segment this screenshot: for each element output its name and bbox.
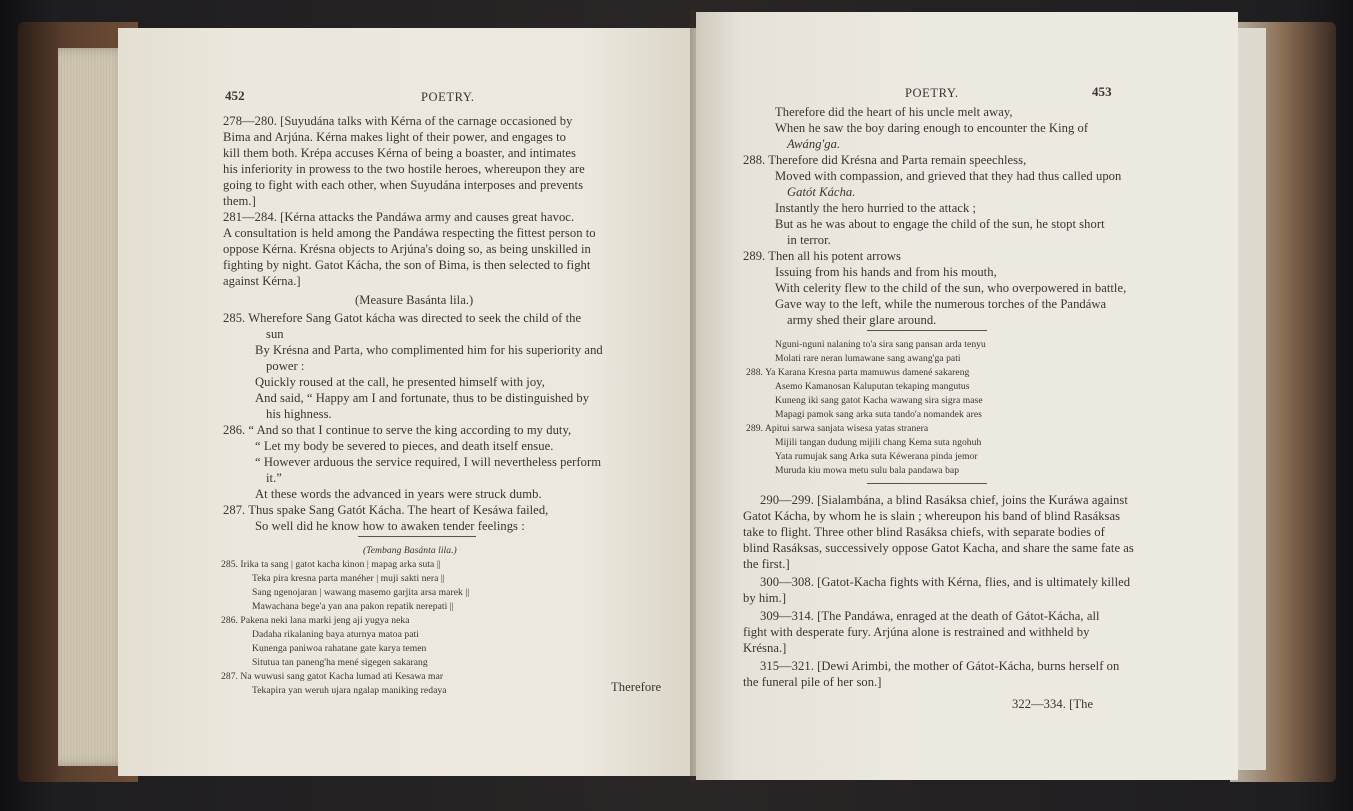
text-line: 286. “ And so that I continue to serve the king according to my duty, bbox=[223, 423, 572, 437]
text-line: 289. Then all his potent arrows bbox=[743, 249, 902, 263]
verse-line: Dadaha rikalaning baya aturnya matoa pati bbox=[252, 629, 419, 640]
summary-line: blind Rasáksas, successively oppose Gatot Kacha, and share the same fate as bbox=[743, 541, 1134, 555]
text-line: 281—284. [Kérna attacks the Pandáwa army and causes great havoc. bbox=[223, 210, 575, 224]
summary-line: 290—299. [Sialambána, a blind Rasáksa chief, joins the Kuráwa against bbox=[760, 493, 1128, 507]
verse-line: Kuneng iki sang gatot Kacha wawang sira sigra mase bbox=[775, 395, 983, 406]
summary-line: take to flight. Three other blind Rasáksa chiefs, with separate bodies of bbox=[743, 525, 1105, 539]
summary-line: 309—314. [The Pandáwa, enraged at the death of Gátot-Kácha, all bbox=[760, 609, 1100, 623]
text-line: So well did he know how to awaken tender feelings : bbox=[255, 519, 525, 533]
page-number: 453 bbox=[1092, 84, 1112, 99]
summary-line: by him.] bbox=[743, 591, 787, 605]
verse-line: Mijili tangan dudung mijili chang Kema suta ngohuh bbox=[775, 437, 982, 448]
verse-line: Nguni-nguni nalaning to'a sira sang pansan arda tenyu bbox=[775, 339, 986, 350]
text-line: them.] bbox=[223, 194, 256, 208]
text-line: A consultation is held among the Pandáwa respecting the fittest person to bbox=[223, 226, 596, 240]
verse-line: 286. Pakena neki lana marki jeng aji yugya neka bbox=[221, 615, 410, 626]
text-line: against Kérna.] bbox=[223, 274, 301, 288]
text-line: At these words the advanced in years were struck dumb. bbox=[255, 487, 542, 501]
text-line: fighting by night. Gatot Kácha, the son of Bima, is then selected to fight bbox=[223, 258, 591, 272]
running-head: POETRY. bbox=[421, 90, 475, 104]
text-line: kill them both. Krépa accuses Kérna of being a boaster, and intimates bbox=[223, 146, 577, 160]
verse-line: Yata rumujak sang Arka suta Kéwerana pinda jemor bbox=[775, 451, 978, 462]
verse-line: Sang ngenojaran | wawang masemo garjita arsa marek || bbox=[252, 587, 470, 598]
text-line: Awáng'ga. bbox=[787, 137, 841, 151]
measure-heading: (Measure Basánta lila.) bbox=[355, 293, 474, 307]
text-line: But as he was about to engage the child of the sun, he stopt short bbox=[775, 217, 1105, 231]
text-line: And said, “ Happy am I and fortunate, thus to be distinguished by bbox=[255, 391, 590, 405]
verse-line: Tekapira yan weruh ujara ngalap maniking redaya bbox=[252, 685, 447, 696]
summary-line: 315—321. [Dewi Arimbi, the mother of Gátot-Kácha, burns herself on bbox=[760, 659, 1120, 673]
text-line: Therefore did the heart of his uncle melt away, bbox=[775, 105, 1013, 119]
text-line: Issuing from his hands and from his mouth, bbox=[775, 265, 997, 279]
verse-line: Molati rare neran lumawane sang awang'ga pati bbox=[775, 353, 961, 364]
summary-line: the first.] bbox=[743, 557, 790, 571]
verse-line: 285. Irika ta sang | gatot kacha kinon | mapag arka suta || bbox=[221, 559, 441, 570]
text-line: “ Let my body be severed to pieces, and death itself ensue. bbox=[255, 439, 554, 453]
text-line: Quickly roused at the call, he presented himself with joy, bbox=[255, 375, 545, 389]
text-line: “ However arduous the service required, I will nevertheless perform bbox=[255, 455, 602, 469]
verse-line: 288. Ya Karana Kresna parta mamuwus damené sakareng bbox=[746, 367, 970, 378]
verse-line: Mapagi pamok sang arka suta tando'a nomandek ares bbox=[775, 409, 982, 420]
text-line: army shed their glare around. bbox=[787, 313, 937, 327]
text-line: 288. Therefore did Krésna and Parta remain speechless, bbox=[743, 153, 1027, 167]
text-line: going to fight with each other, when Suyudána interposes and prevents bbox=[223, 178, 584, 192]
text-line: 278—280. [Suyudána talks with Kérna of the carnage occasioned by bbox=[223, 114, 573, 128]
catchword: 322—334. [The bbox=[1012, 697, 1094, 711]
summary-line: Krésna.] bbox=[743, 641, 787, 655]
text-line: his inferiority in prowess to the two hostile heroes, whereupon they are bbox=[223, 162, 585, 176]
catchword: Therefore bbox=[611, 680, 662, 694]
summary-line: Gatot Kácha, by whom he is slain ; whereupon his band of blind Rasáksas bbox=[743, 509, 1121, 523]
verse-line: 287. Na wuwusi sang gatot Kacha lumad ati Kesawa mar bbox=[221, 671, 444, 682]
text-line: Bima and Arjúna. Kérna makes light of their power, and engages to bbox=[223, 130, 567, 144]
summary-line: fight with desperate fury. Arjúna alone is restrained and withheld by bbox=[743, 625, 1090, 639]
text-line: oppose Kérna. Krésna objects to Arjúna's doing so, as being unskilled in bbox=[223, 242, 591, 256]
verse-line: Situtua tan paneng'ha mené sigegen sakarang bbox=[252, 657, 428, 668]
text-line: sun bbox=[266, 327, 284, 341]
verse-line: Mawachana bege'a yan ana pakon repatik nerepati || bbox=[252, 601, 454, 612]
text-line: When he saw the boy daring enough to encounter the King of bbox=[775, 121, 1089, 135]
text-line: power : bbox=[266, 359, 305, 373]
text-line: Gatót Kácha. bbox=[787, 185, 856, 199]
verse-line: 289. Apitui sarwa sanjata wisesa yatas stranera bbox=[746, 423, 929, 434]
text-line: Instantly the hero hurried to the attack ; bbox=[775, 201, 977, 215]
text-line: in terror. bbox=[787, 233, 831, 247]
right-page bbox=[696, 12, 1238, 780]
text-line: Gave way to the left, while the numerous torches of the Pandáwa bbox=[775, 297, 1107, 311]
text-line: By Krésna and Parta, who complimented him for his superiority and bbox=[255, 343, 603, 357]
divider bbox=[358, 536, 476, 537]
verse-line: Kunenga paniwoa rahatane gate karya temen bbox=[252, 643, 427, 654]
summary-line: 300—308. [Gatot-Kacha fights with Kérna, flies, and is ultimately killed bbox=[760, 575, 1131, 589]
divider bbox=[867, 330, 987, 331]
verse-line: Muruda kiu mowa metu sulu bala pandawa bap bbox=[775, 465, 960, 476]
text-line: it.” bbox=[266, 471, 282, 485]
text-line: Moved with compassion, and grieved that they had thus called upon bbox=[775, 169, 1122, 183]
verse-line: Teka pira kresna parta manéher | muji sakti nera || bbox=[252, 573, 445, 584]
verse-line: Asemo Kamanosan Kaluputan tekaping mangutus bbox=[775, 381, 970, 392]
text-line: With celerity flew to the child of the sun, who overpowered in battle, bbox=[775, 281, 1127, 295]
page-number: 452 bbox=[225, 88, 245, 103]
text-line: 287. Thus spake Sang Gatót Kácha. The heart of Kesáwa failed, bbox=[223, 503, 549, 517]
left-page bbox=[118, 28, 704, 776]
summary-line: the funeral pile of her son.] bbox=[743, 675, 882, 689]
running-head: POETRY. bbox=[905, 86, 959, 100]
text-line: his highness. bbox=[266, 407, 332, 421]
verse-heading: (Tembang Basánta lila.) bbox=[363, 545, 457, 556]
text-line: 285. Wherefore Sang Gatot kácha was directed to seek the child of the bbox=[223, 311, 582, 325]
divider bbox=[867, 483, 987, 484]
